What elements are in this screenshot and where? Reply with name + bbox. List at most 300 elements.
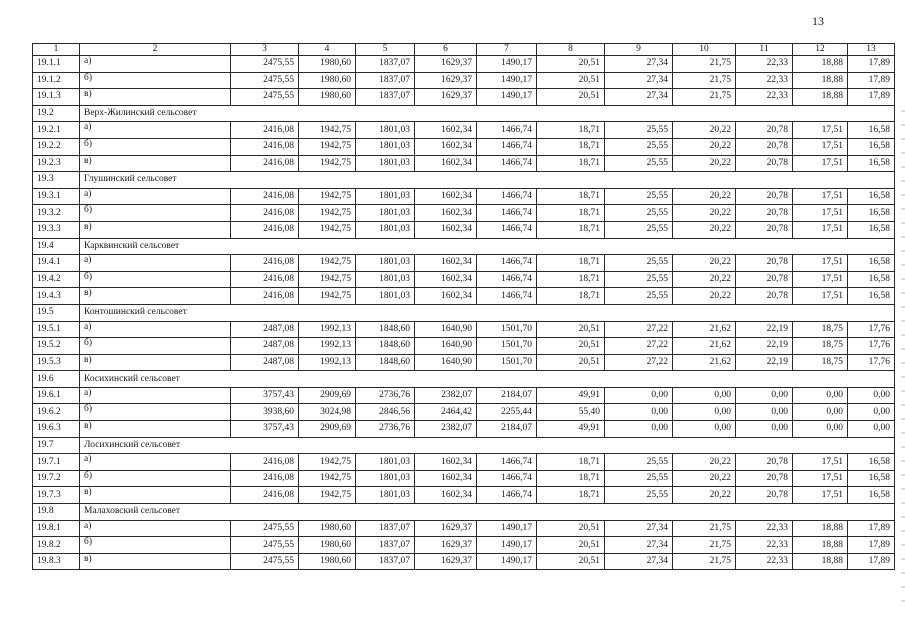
table-cell: 2909,69 bbox=[299, 387, 356, 404]
table-cell: 25,55 bbox=[605, 122, 673, 139]
table-cell: 1466,74 bbox=[477, 271, 537, 288]
table-cell: 20,51 bbox=[537, 553, 605, 570]
table-cell: 1640,90 bbox=[415, 354, 477, 371]
section-title: Верх-Жилинский сельсовет bbox=[80, 105, 299, 122]
table-cell: 2184,07 bbox=[477, 387, 537, 404]
column-header: 6 bbox=[415, 44, 477, 56]
row-code: 19.5.3 bbox=[33, 354, 80, 371]
table-cell: 1490,17 bbox=[477, 56, 537, 73]
section-row bbox=[33, 172, 895, 189]
table-cell: 2416,08 bbox=[231, 271, 299, 288]
table-cell: 22,33 bbox=[736, 520, 793, 537]
table-cell: 17,89 bbox=[848, 56, 895, 73]
table-cell: 1801,03 bbox=[356, 470, 415, 487]
table-cell: 1602,34 bbox=[415, 155, 477, 172]
table-cell: 18,88 bbox=[793, 72, 848, 89]
table-cell: 22,33 bbox=[736, 537, 793, 554]
table-cell: 1602,34 bbox=[415, 255, 477, 272]
table-cell: 20,78 bbox=[736, 138, 793, 155]
table-cell: 20,22 bbox=[673, 188, 736, 205]
table-cell: 20,78 bbox=[736, 155, 793, 172]
table-cell: 0,00 bbox=[605, 387, 673, 404]
table-cell: 17,51 bbox=[793, 470, 848, 487]
column-header: 4 bbox=[299, 44, 356, 56]
row-code: 19.4.2 bbox=[33, 271, 80, 288]
table-cell: 17,51 bbox=[793, 188, 848, 205]
row-variant: в) bbox=[80, 221, 231, 238]
column-header: 10 bbox=[673, 44, 736, 56]
table-cell: 0,00 bbox=[848, 421, 895, 438]
row-variant: б) bbox=[80, 271, 231, 288]
table-cell: 20,22 bbox=[673, 271, 736, 288]
table-row bbox=[33, 421, 895, 438]
row-code: 19.1.3 bbox=[33, 89, 80, 106]
table-cell: 1942,75 bbox=[299, 155, 356, 172]
table-cell: 17,51 bbox=[793, 205, 848, 222]
row-variant: а) bbox=[80, 188, 231, 205]
table-cell: 16,58 bbox=[848, 122, 895, 139]
table-cell: 22,19 bbox=[736, 338, 793, 355]
table-cell: 20,22 bbox=[673, 138, 736, 155]
table-cell: 1837,07 bbox=[356, 537, 415, 554]
row-variant: б) bbox=[80, 138, 231, 155]
table-cell: 18,71 bbox=[537, 188, 605, 205]
row-code: 19.6.3 bbox=[33, 421, 80, 438]
column-header: 2 bbox=[80, 44, 231, 56]
table-cell: 3024,98 bbox=[299, 404, 356, 421]
table-cell: 1466,74 bbox=[477, 205, 537, 222]
table-cell: 17,76 bbox=[848, 321, 895, 338]
row-code: 19.3.1 bbox=[33, 188, 80, 205]
table-cell: 1942,75 bbox=[299, 454, 356, 471]
table-cell: 1801,03 bbox=[356, 155, 415, 172]
table-cell: 18,75 bbox=[793, 354, 848, 371]
table-cell: 17,51 bbox=[793, 288, 848, 305]
table-cell: 1490,17 bbox=[477, 537, 537, 554]
table-cell: 17,51 bbox=[793, 454, 848, 471]
table-cell: 0,00 bbox=[673, 404, 736, 421]
table-cell: 18,71 bbox=[537, 470, 605, 487]
column-header: 1 bbox=[33, 44, 80, 56]
table-cell: 20,22 bbox=[673, 288, 736, 305]
table-cell: 1992,13 bbox=[299, 338, 356, 355]
table-cell: 2416,08 bbox=[231, 454, 299, 471]
table-cell: 18,71 bbox=[537, 487, 605, 504]
table-cell: 21,62 bbox=[673, 321, 736, 338]
table-cell: 22,33 bbox=[736, 553, 793, 570]
table-cell: 2475,55 bbox=[231, 520, 299, 537]
table-cell: 18,88 bbox=[793, 56, 848, 73]
table-row bbox=[33, 89, 895, 106]
table-cell: 1466,74 bbox=[477, 255, 537, 272]
table-cell: 16,58 bbox=[848, 487, 895, 504]
row-variant: в) bbox=[80, 89, 231, 106]
table-cell: 1629,37 bbox=[415, 89, 477, 106]
table-cell: 25,55 bbox=[605, 271, 673, 288]
table-cell: 20,78 bbox=[736, 454, 793, 471]
table-cell: 0,00 bbox=[673, 421, 736, 438]
section-row bbox=[33, 304, 895, 321]
table-cell: 27,34 bbox=[605, 56, 673, 73]
table-cell: 1602,34 bbox=[415, 288, 477, 305]
table-row bbox=[33, 138, 895, 155]
table-cell: 1466,74 bbox=[477, 470, 537, 487]
table-cell: 20,78 bbox=[736, 221, 793, 238]
table-cell: 2475,55 bbox=[231, 553, 299, 570]
table-cell: 2184,07 bbox=[477, 421, 537, 438]
table-cell: 1602,34 bbox=[415, 454, 477, 471]
column-header: 11 bbox=[736, 44, 793, 56]
table-cell: 21,75 bbox=[673, 537, 736, 554]
table-cell: 2382,07 bbox=[415, 387, 477, 404]
section-blank bbox=[299, 172, 895, 189]
section-title: Косихинский сельсовет bbox=[80, 371, 299, 388]
table-cell: 18,71 bbox=[537, 122, 605, 139]
table-row bbox=[33, 72, 895, 89]
row-code: 19.5.2 bbox=[33, 338, 80, 355]
table-cell: 1942,75 bbox=[299, 470, 356, 487]
table-cell: 1602,34 bbox=[415, 487, 477, 504]
section-code: 19.4 bbox=[33, 238, 80, 255]
row-variant: б) bbox=[80, 338, 231, 355]
section-title: Глушинский сельсовет bbox=[80, 172, 299, 189]
table-cell: 20,78 bbox=[736, 271, 793, 288]
row-code: 19.3.2 bbox=[33, 205, 80, 222]
table-cell: 25,55 bbox=[605, 138, 673, 155]
table-cell: 16,58 bbox=[848, 188, 895, 205]
table-cell: 1490,17 bbox=[477, 553, 537, 570]
table-cell: 2475,55 bbox=[231, 56, 299, 73]
table-row bbox=[33, 122, 895, 139]
table-cell: 16,58 bbox=[848, 255, 895, 272]
row-variant: а) bbox=[80, 255, 231, 272]
table-cell: 18,71 bbox=[537, 255, 605, 272]
table-cell: 1801,03 bbox=[356, 205, 415, 222]
table-cell: 16,58 bbox=[848, 205, 895, 222]
table-cell: 22,33 bbox=[736, 89, 793, 106]
table-cell: 1801,03 bbox=[356, 221, 415, 238]
table-cell: 2416,08 bbox=[231, 122, 299, 139]
table-cell: 1942,75 bbox=[299, 271, 356, 288]
table-cell: 2416,08 bbox=[231, 288, 299, 305]
table-cell: 20,22 bbox=[673, 205, 736, 222]
table-cell: 22,33 bbox=[736, 56, 793, 73]
table-cell: 1801,03 bbox=[356, 271, 415, 288]
table-cell: 1980,60 bbox=[299, 520, 356, 537]
table-cell: 18,71 bbox=[537, 221, 605, 238]
table-row bbox=[33, 188, 895, 205]
table-cell: 1837,07 bbox=[356, 520, 415, 537]
table-cell: 1980,60 bbox=[299, 537, 356, 554]
table-cell: 1848,60 bbox=[356, 354, 415, 371]
table-cell: 17,76 bbox=[848, 354, 895, 371]
table-cell: 20,51 bbox=[537, 56, 605, 73]
column-header: 5 bbox=[356, 44, 415, 56]
table-cell: 1602,34 bbox=[415, 122, 477, 139]
section-blank bbox=[299, 504, 895, 521]
table-cell: 21,62 bbox=[673, 354, 736, 371]
table-cell: 20,22 bbox=[673, 454, 736, 471]
table-cell: 2382,07 bbox=[415, 421, 477, 438]
table-cell: 16,58 bbox=[848, 470, 895, 487]
table-cell: 17,51 bbox=[793, 155, 848, 172]
table-row bbox=[33, 338, 895, 355]
row-variant: в) bbox=[80, 354, 231, 371]
row-variant: в) bbox=[80, 421, 231, 438]
table-cell: 18,88 bbox=[793, 537, 848, 554]
table-cell: 20,22 bbox=[673, 487, 736, 504]
table-cell: 3757,43 bbox=[231, 421, 299, 438]
table-cell: 1490,17 bbox=[477, 520, 537, 537]
table-cell: 0,00 bbox=[848, 404, 895, 421]
table-cell: 25,55 bbox=[605, 205, 673, 222]
column-header: 8 bbox=[537, 44, 605, 56]
table-cell: 0,00 bbox=[673, 387, 736, 404]
table-cell: 2416,08 bbox=[231, 255, 299, 272]
table-cell: 18,71 bbox=[537, 288, 605, 305]
table-cell: 17,89 bbox=[848, 537, 895, 554]
table-cell: 2846,56 bbox=[356, 404, 415, 421]
table-cell: 2487,08 bbox=[231, 321, 299, 338]
table-cell: 1942,75 bbox=[299, 221, 356, 238]
section-blank bbox=[299, 371, 895, 388]
table-cell: 2416,08 bbox=[231, 205, 299, 222]
table-cell: 49,91 bbox=[537, 387, 605, 404]
table-cell: 16,58 bbox=[848, 155, 895, 172]
table-cell: 18,88 bbox=[793, 520, 848, 537]
table-cell: 18,71 bbox=[537, 155, 605, 172]
table-cell: 1466,74 bbox=[477, 487, 537, 504]
section-title: Лосихинский сельсовет bbox=[80, 437, 299, 454]
table-cell: 1501,70 bbox=[477, 321, 537, 338]
table-cell: 0,00 bbox=[848, 387, 895, 404]
table-cell: 25,55 bbox=[605, 255, 673, 272]
table-cell: 0,00 bbox=[736, 404, 793, 421]
table-body bbox=[33, 44, 895, 570]
table-row bbox=[33, 454, 895, 471]
table-cell: 25,55 bbox=[605, 470, 673, 487]
table-row bbox=[33, 155, 895, 172]
table-cell: 0,00 bbox=[793, 421, 848, 438]
table-cell: 1602,34 bbox=[415, 138, 477, 155]
table-cell: 1942,75 bbox=[299, 255, 356, 272]
table-cell: 1980,60 bbox=[299, 72, 356, 89]
table-row bbox=[33, 321, 895, 338]
table-cell: 1490,17 bbox=[477, 89, 537, 106]
table-cell: 0,00 bbox=[736, 421, 793, 438]
table-cell: 1942,75 bbox=[299, 205, 356, 222]
column-header: 12 bbox=[793, 44, 848, 56]
table-cell: 22,19 bbox=[736, 354, 793, 371]
table-cell: 27,22 bbox=[605, 338, 673, 355]
row-variant: а) bbox=[80, 520, 231, 537]
table-cell: 0,00 bbox=[793, 387, 848, 404]
table-cell: 21,75 bbox=[673, 56, 736, 73]
table-row bbox=[33, 271, 895, 288]
row-variant: в) bbox=[80, 553, 231, 570]
table-cell: 27,34 bbox=[605, 537, 673, 554]
table-cell: 1942,75 bbox=[299, 188, 356, 205]
table-cell: 21,75 bbox=[673, 553, 736, 570]
table-cell: 1629,37 bbox=[415, 537, 477, 554]
table-cell: 20,78 bbox=[736, 470, 793, 487]
row-variant: а) bbox=[80, 454, 231, 471]
table-cell: 25,55 bbox=[605, 221, 673, 238]
section-code: 19.2 bbox=[33, 105, 80, 122]
table-cell: 1837,07 bbox=[356, 89, 415, 106]
table-cell: 20,22 bbox=[673, 155, 736, 172]
table-cell: 1466,74 bbox=[477, 138, 537, 155]
table-cell: 55,40 bbox=[537, 404, 605, 421]
tariff-table bbox=[32, 43, 895, 570]
table-cell: 1501,70 bbox=[477, 354, 537, 371]
table-cell: 1490,17 bbox=[477, 72, 537, 89]
table-cell: 1837,07 bbox=[356, 56, 415, 73]
table-cell: 1942,75 bbox=[299, 122, 356, 139]
table-cell: 0,00 bbox=[605, 404, 673, 421]
table-cell: 20,51 bbox=[537, 537, 605, 554]
section-title: Карквинский сельсовет bbox=[80, 238, 299, 255]
row-code: 19.8.2 bbox=[33, 537, 80, 554]
table-cell: 20,51 bbox=[537, 72, 605, 89]
table-cell: 1466,74 bbox=[477, 155, 537, 172]
table-cell: 2475,55 bbox=[231, 537, 299, 554]
row-code: 19.7.1 bbox=[33, 454, 80, 471]
column-header: 7 bbox=[477, 44, 537, 56]
table-cell: 17,76 bbox=[848, 338, 895, 355]
table-cell: 27,34 bbox=[605, 72, 673, 89]
section-row bbox=[33, 371, 895, 388]
table-cell: 22,19 bbox=[736, 321, 793, 338]
table-cell: 3757,43 bbox=[231, 387, 299, 404]
table-cell: 1801,03 bbox=[356, 454, 415, 471]
table-cell: 2487,08 bbox=[231, 338, 299, 355]
table-cell: 17,51 bbox=[793, 487, 848, 504]
row-variant: б) bbox=[80, 537, 231, 554]
table-cell: 1942,75 bbox=[299, 288, 356, 305]
table-cell: 27,34 bbox=[605, 553, 673, 570]
section-row bbox=[33, 437, 895, 454]
table-cell: 1501,70 bbox=[477, 338, 537, 355]
table-cell: 27,34 bbox=[605, 520, 673, 537]
row-variant: б) bbox=[80, 404, 231, 421]
table-cell: 17,51 bbox=[793, 138, 848, 155]
row-code: 19.5.1 bbox=[33, 321, 80, 338]
table-row bbox=[33, 354, 895, 371]
table-cell: 1629,37 bbox=[415, 520, 477, 537]
table-row bbox=[33, 520, 895, 537]
table-cell: 25,55 bbox=[605, 155, 673, 172]
table-row bbox=[33, 487, 895, 504]
table-cell: 1602,34 bbox=[415, 188, 477, 205]
section-code: 19.3 bbox=[33, 172, 80, 189]
table-cell: 18,75 bbox=[793, 321, 848, 338]
table-row bbox=[33, 56, 895, 73]
table-cell: 20,78 bbox=[736, 288, 793, 305]
table-cell: 16,58 bbox=[848, 454, 895, 471]
row-variant: а) bbox=[80, 122, 231, 139]
table-cell: 1801,03 bbox=[356, 188, 415, 205]
table-cell: 17,89 bbox=[848, 520, 895, 537]
table-cell: 16,58 bbox=[848, 221, 895, 238]
table-cell: 1980,60 bbox=[299, 553, 356, 570]
table-cell: 2475,55 bbox=[231, 72, 299, 89]
table-cell: 18,88 bbox=[793, 89, 848, 106]
table-cell: 1629,37 bbox=[415, 72, 477, 89]
table-row bbox=[33, 221, 895, 238]
table-cell: 20,78 bbox=[736, 255, 793, 272]
table-cell: 18,75 bbox=[793, 338, 848, 355]
table-cell: 1942,75 bbox=[299, 138, 356, 155]
table-cell: 1848,60 bbox=[356, 338, 415, 355]
table-cell: 20,78 bbox=[736, 122, 793, 139]
section-row bbox=[33, 238, 895, 255]
table-cell: 2255,44 bbox=[477, 404, 537, 421]
table-cell: 21,75 bbox=[673, 520, 736, 537]
table-row bbox=[33, 553, 895, 570]
row-code: 19.2.1 bbox=[33, 122, 80, 139]
table-cell: 18,71 bbox=[537, 271, 605, 288]
table-cell: 27,22 bbox=[605, 321, 673, 338]
table-cell: 22,33 bbox=[736, 72, 793, 89]
table-cell: 25,55 bbox=[605, 454, 673, 471]
table-cell: 1466,74 bbox=[477, 221, 537, 238]
table-cell: 25,55 bbox=[605, 487, 673, 504]
row-variant: а) bbox=[80, 387, 231, 404]
row-code: 19.7.2 bbox=[33, 470, 80, 487]
section-code: 19.7 bbox=[33, 437, 80, 454]
table-cell: 1466,74 bbox=[477, 122, 537, 139]
table-cell: 2487,08 bbox=[231, 354, 299, 371]
table-cell: 17,51 bbox=[793, 122, 848, 139]
table-cell: 0,00 bbox=[793, 404, 848, 421]
table-row bbox=[33, 205, 895, 222]
row-variant: в) bbox=[80, 155, 231, 172]
row-variant: б) bbox=[80, 470, 231, 487]
table-cell: 16,58 bbox=[848, 138, 895, 155]
row-variant: в) bbox=[80, 288, 231, 305]
table-cell: 3938,60 bbox=[231, 404, 299, 421]
table-cell: 1466,74 bbox=[477, 454, 537, 471]
row-code: 19.3.3 bbox=[33, 221, 80, 238]
table-cell: 1629,37 bbox=[415, 553, 477, 570]
table-cell: 20,78 bbox=[736, 205, 793, 222]
table-cell: 17,89 bbox=[848, 553, 895, 570]
table-cell: 21,75 bbox=[673, 89, 736, 106]
row-code: 19.6.1 bbox=[33, 387, 80, 404]
table-cell: 21,62 bbox=[673, 338, 736, 355]
row-variant: а) bbox=[80, 56, 231, 73]
table-cell: 21,75 bbox=[673, 72, 736, 89]
table-cell: 17,51 bbox=[793, 271, 848, 288]
section-code: 19.6 bbox=[33, 371, 80, 388]
table-cell: 27,22 bbox=[605, 354, 673, 371]
table-cell: 1992,13 bbox=[299, 321, 356, 338]
table-cell: 1602,34 bbox=[415, 205, 477, 222]
table-cell: 1602,34 bbox=[415, 271, 477, 288]
table-cell: 20,51 bbox=[537, 89, 605, 106]
row-code: 19.2.2 bbox=[33, 138, 80, 155]
table-cell: 1602,34 bbox=[415, 221, 477, 238]
section-blank bbox=[299, 238, 895, 255]
table-cell: 1801,03 bbox=[356, 138, 415, 155]
table-cell: 2475,55 bbox=[231, 89, 299, 106]
section-code: 19.8 bbox=[33, 504, 80, 521]
table-cell: 2416,08 bbox=[231, 487, 299, 504]
table-cell: 1980,60 bbox=[299, 89, 356, 106]
table-cell: 17,51 bbox=[793, 255, 848, 272]
row-code: 19.7.3 bbox=[33, 487, 80, 504]
